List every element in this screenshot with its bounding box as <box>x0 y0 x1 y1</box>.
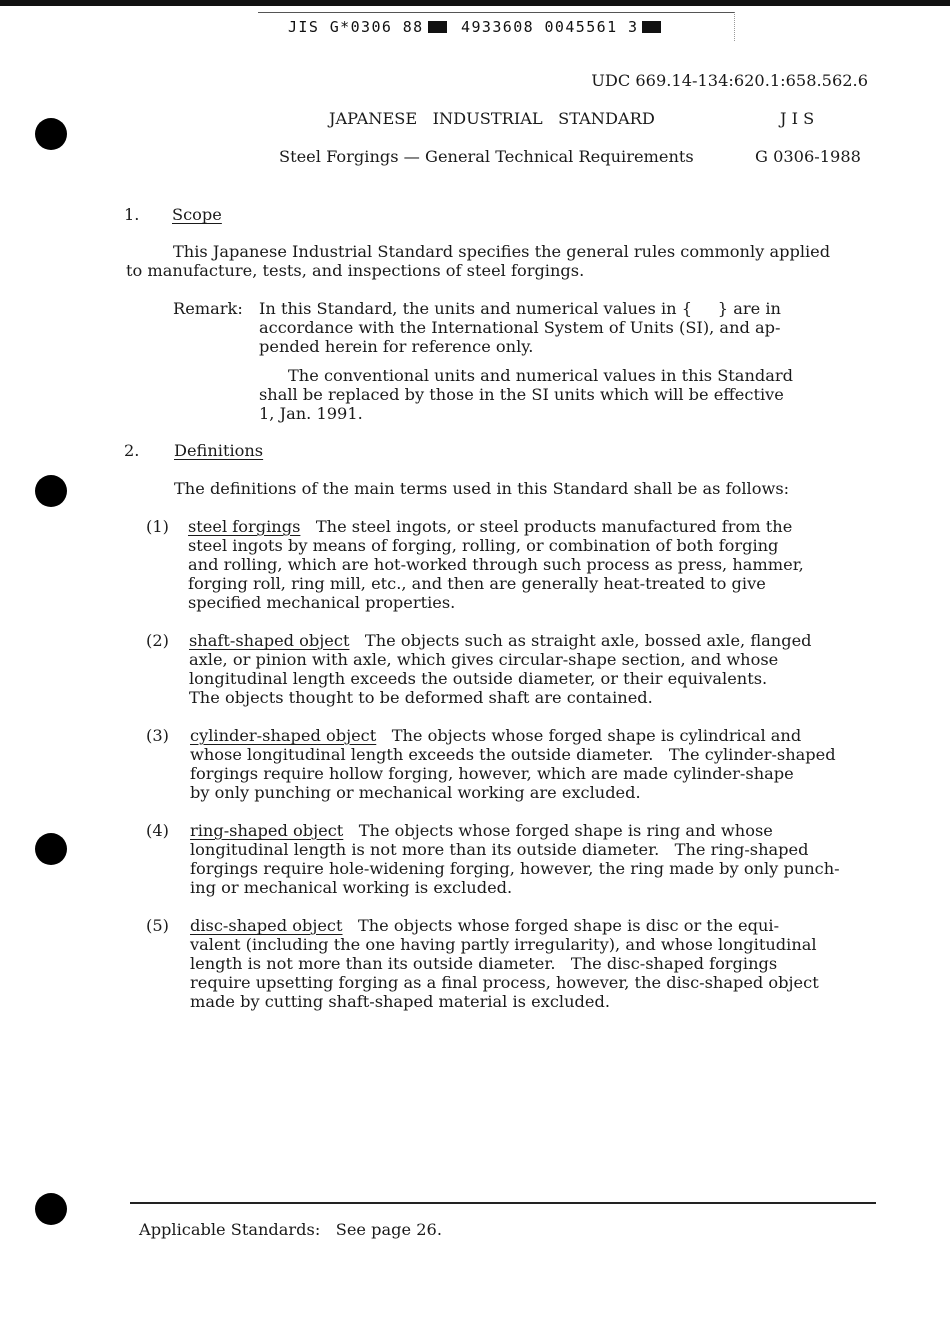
scan-code-part1: JIS G*0306 88 <box>288 18 424 36</box>
section-2-heading: Definitions <box>174 441 264 460</box>
remark-text <box>259 299 781 356</box>
section-2-number: 2. <box>124 441 140 460</box>
section-1-heading: Scope <box>172 205 222 224</box>
remark-line: accordance with the International System of Units (SI), and ap- <box>259 318 781 337</box>
definition-ring-shaped-object <box>190 821 840 897</box>
definition-cylinder-shaped-object <box>190 726 836 802</box>
definition-line: ing or mechanical working is excluded. <box>190 878 513 897</box>
definition-text: The objects such as straight axle, bossed axle, flanged <box>364 631 812 650</box>
definition-4-number: (4) <box>146 821 169 840</box>
definition-steel-forgings <box>188 517 804 612</box>
definition-line: forging roll, ring mill, etc., and then are generally heat-treated to give <box>188 574 766 593</box>
definition-term: shaft-shaped object <box>189 631 350 650</box>
jis-mark: J I S <box>780 109 815 128</box>
barcode-block-icon <box>428 21 447 33</box>
definition-line: require upsetting forging as a final process, however, the disc-shaped object <box>190 973 819 992</box>
remark2-line: 1, Jan. 1991. <box>259 404 363 423</box>
punch-hole-icon <box>35 118 67 150</box>
scope-line: This Japanese Industrial Standard specifies the general rules commonly applied <box>173 242 831 261</box>
scan-top-edge <box>0 0 950 6</box>
definition-2-number: (2) <box>146 631 169 650</box>
definition-text: The objects whose forged shape is cylindrical and <box>391 726 802 745</box>
punch-hole-icon <box>35 1193 67 1225</box>
definition-line: valent (including the one having partly irregularity), and whose longitudinal <box>190 935 817 954</box>
definition-term: steel forgings <box>188 517 301 536</box>
definition-term: cylinder-shaped object <box>190 726 377 745</box>
udc-code: UDC 669.14-134:620.1:658.562.6 <box>591 71 868 90</box>
footer-divider <box>130 1202 876 1204</box>
remark2-line: shall be replaced by those in the SI units which will be effective <box>259 385 784 404</box>
definition-line: specified mechanical properties. <box>188 593 456 612</box>
definition-text: The steel ingots, or steel products manufactured from the <box>315 517 793 536</box>
definition-line: longitudinal length is not more than its outside diameter. The ring-shaped <box>190 840 809 859</box>
definition-line: made by cutting shaft-shaped material is excluded. <box>190 992 610 1011</box>
definition-line: by only punching or mechanical working are excluded. <box>190 783 641 802</box>
scope-line: to manufacture, tests, and inspections of steel forgings. <box>126 261 585 280</box>
definition-line: axle, or pinion with axle, which gives circular-shape section, and whose <box>189 650 779 669</box>
punch-hole-icon <box>35 833 67 865</box>
definition-line: length is not more than its outside diameter. The disc-shaped forgings <box>190 954 778 973</box>
definition-term: ring-shaped object <box>190 821 344 840</box>
definition-disc-shaped-object <box>190 916 819 1011</box>
document-title: Steel Forgings — General Technical Requirements <box>279 147 694 166</box>
definition-line: forgings require hollow forging, however, which are made cylinder-shape <box>190 764 794 783</box>
definition-line: and rolling, which are hot-worked through such process as press, hammer, <box>188 555 804 574</box>
remark-label: Remark: <box>173 299 243 318</box>
definition-text: The objects whose forged shape is ring and whose <box>358 821 773 840</box>
definition-3-number: (3) <box>146 726 169 745</box>
definition-line: whose longitudinal length exceeds the outside diameter. The cylinder-shaped <box>190 745 836 764</box>
definition-line: steel ingots by means of forging, rolling, or combination of both forging <box>188 536 779 555</box>
remark-line: In this Standard, the units and numerical values in { } are in <box>259 299 781 318</box>
standard-number: G 0306-1988 <box>755 147 861 166</box>
definition-text: The objects whose forged shape is disc or the equi- <box>357 916 780 935</box>
applicable-standards-note: Applicable Standards: See page 26. <box>139 1220 442 1239</box>
remark-conventional-units <box>259 366 793 423</box>
definition-line: The objects thought to be deformed shaft are contained. <box>189 688 653 707</box>
definition-5-number: (5) <box>146 916 169 935</box>
remark2-line: The conventional units and numerical values in this Standard <box>288 366 793 385</box>
barcode-block-icon <box>642 21 661 33</box>
standard-org: JAPANESE INDUSTRIAL STANDARD <box>329 109 655 128</box>
definition-shaft-shaped-object <box>189 631 812 707</box>
definition-line: longitudinal length exceeds the outside diameter, or their equivalents. <box>189 669 768 688</box>
scan-code-part2: 4933608 0045561 3 <box>461 18 639 36</box>
scan-header-code <box>288 18 665 36</box>
definitions-intro: The definitions of the main terms used in this Standard shall be as follows: <box>174 479 790 498</box>
remark-line: pended herein for reference only. <box>259 337 534 356</box>
section-1-number: 1. <box>124 205 140 224</box>
scope-paragraph <box>126 242 830 280</box>
definition-term: disc-shaped object <box>190 916 343 935</box>
definition-line: forgings require hole-widening forging, however, the ring made by only punch- <box>190 859 840 878</box>
definition-1-number: (1) <box>146 517 169 536</box>
punch-hole-icon <box>35 475 67 507</box>
